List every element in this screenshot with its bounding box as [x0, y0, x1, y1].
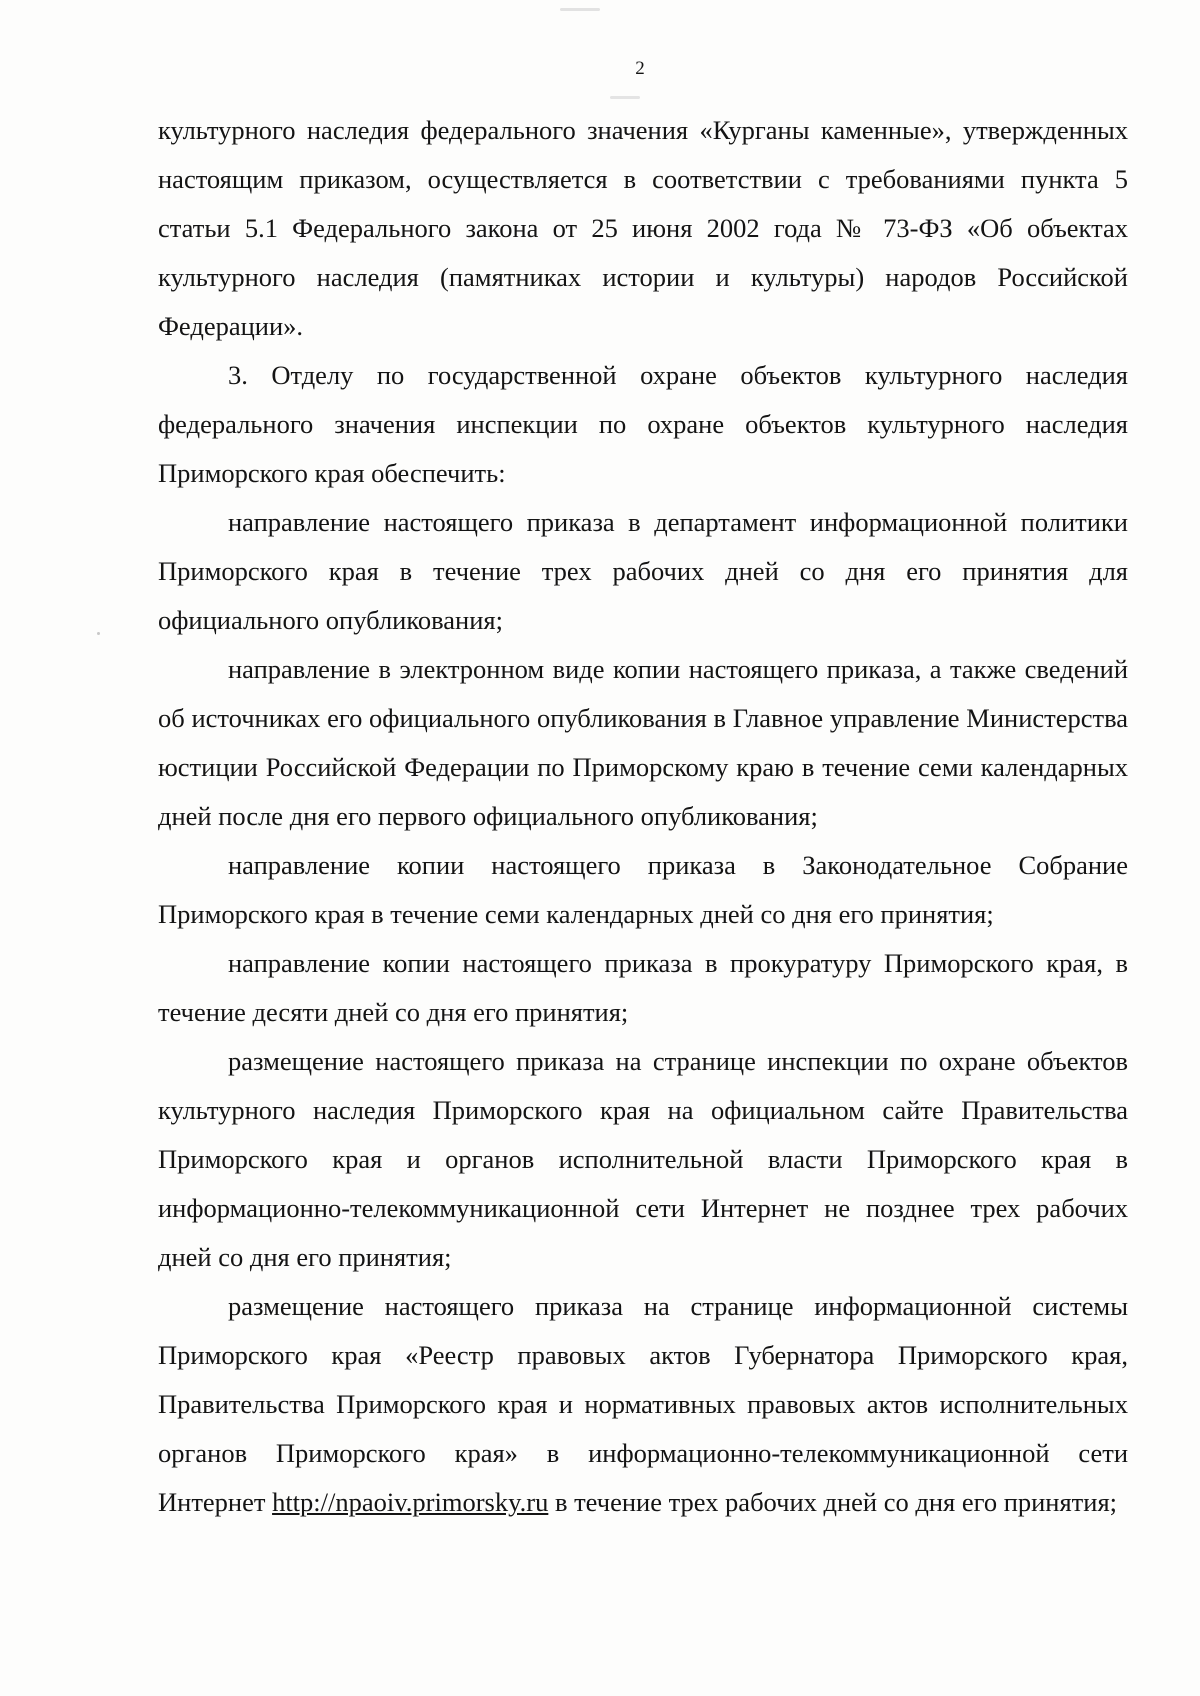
- scan-speck: [97, 632, 100, 635]
- document-body: [158, 106, 1128, 1527]
- scan-speck: [610, 96, 640, 99]
- registry-text-before-link: размещение настоящего приказа на странице информационной системы Приморского края «Реестр правовых актов Губернатора Приморского края, Правительства Приморского края и нормативных правовых актов исполнительных органов Приморского края» в информационно-телекоммуникационной сети Интернет: [158, 1291, 1128, 1517]
- registry-text-after-link: в течение трех рабочих дней со дня его принятия;: [548, 1487, 1117, 1517]
- paragraph-prosecutor: направление копии настоящего приказа в прокуратуру Приморского края, в течение десяти дней со дня его принятия;: [158, 948, 1128, 1027]
- paragraph-ministry-justice: направление в электронном виде копии настоящего приказа, а также сведений об источниках его официального опубликования в Главное управление Министерства юстиции Российской Федерации по Приморскому краю в течение семи календарных дней после дня его первого официального опубликования;: [158, 654, 1128, 831]
- paragraph-official-website: размещение настоящего приказа на странице инспекции по охране объектов культурного наследия Приморского края на официальном сайте Правительства Приморского края и органов исполнительной власти Приморского края в информационно-телекоммуникационной сети Интернет не позднее трех рабочих дней со дня его принятия;: [158, 1046, 1128, 1272]
- scan-speck: [560, 8, 600, 11]
- paragraph-item-3: 3. Отделу по государственной охране объектов культурного наследия федерального значения инспекции по охране объектов культурного наследия Приморского края обеспечить:: [158, 360, 1128, 488]
- paragraph-continuation: культурного наследия федерального значения «Курганы каменные», утвержденных настоящим приказом, осуществляется в соответствии с требованиями пункта 5 статьи 5.1 Федерального закона от 25 июня 2002 года № 73-ФЗ «Об объектах культурного наследия (памятниках истории и культуры) народов Российской Федерации».: [158, 115, 1128, 341]
- paragraph-legal-registry: [158, 1282, 1128, 1527]
- paragraph-legislative-assembly: направление копии настоящего приказа в Законодательное Собрание Приморского края в течение семи календарных дней со дня его принятия;: [158, 850, 1128, 929]
- page-number: 2: [635, 58, 645, 79]
- registry-link[interactable]: http://npaoiv.primorsky.ru: [272, 1487, 549, 1517]
- paragraph-publication-department: направление настоящего приказа в департамент информационной политики Приморского края в течение трех рабочих дней со дня его принятия для официального опубликования;: [158, 507, 1128, 635]
